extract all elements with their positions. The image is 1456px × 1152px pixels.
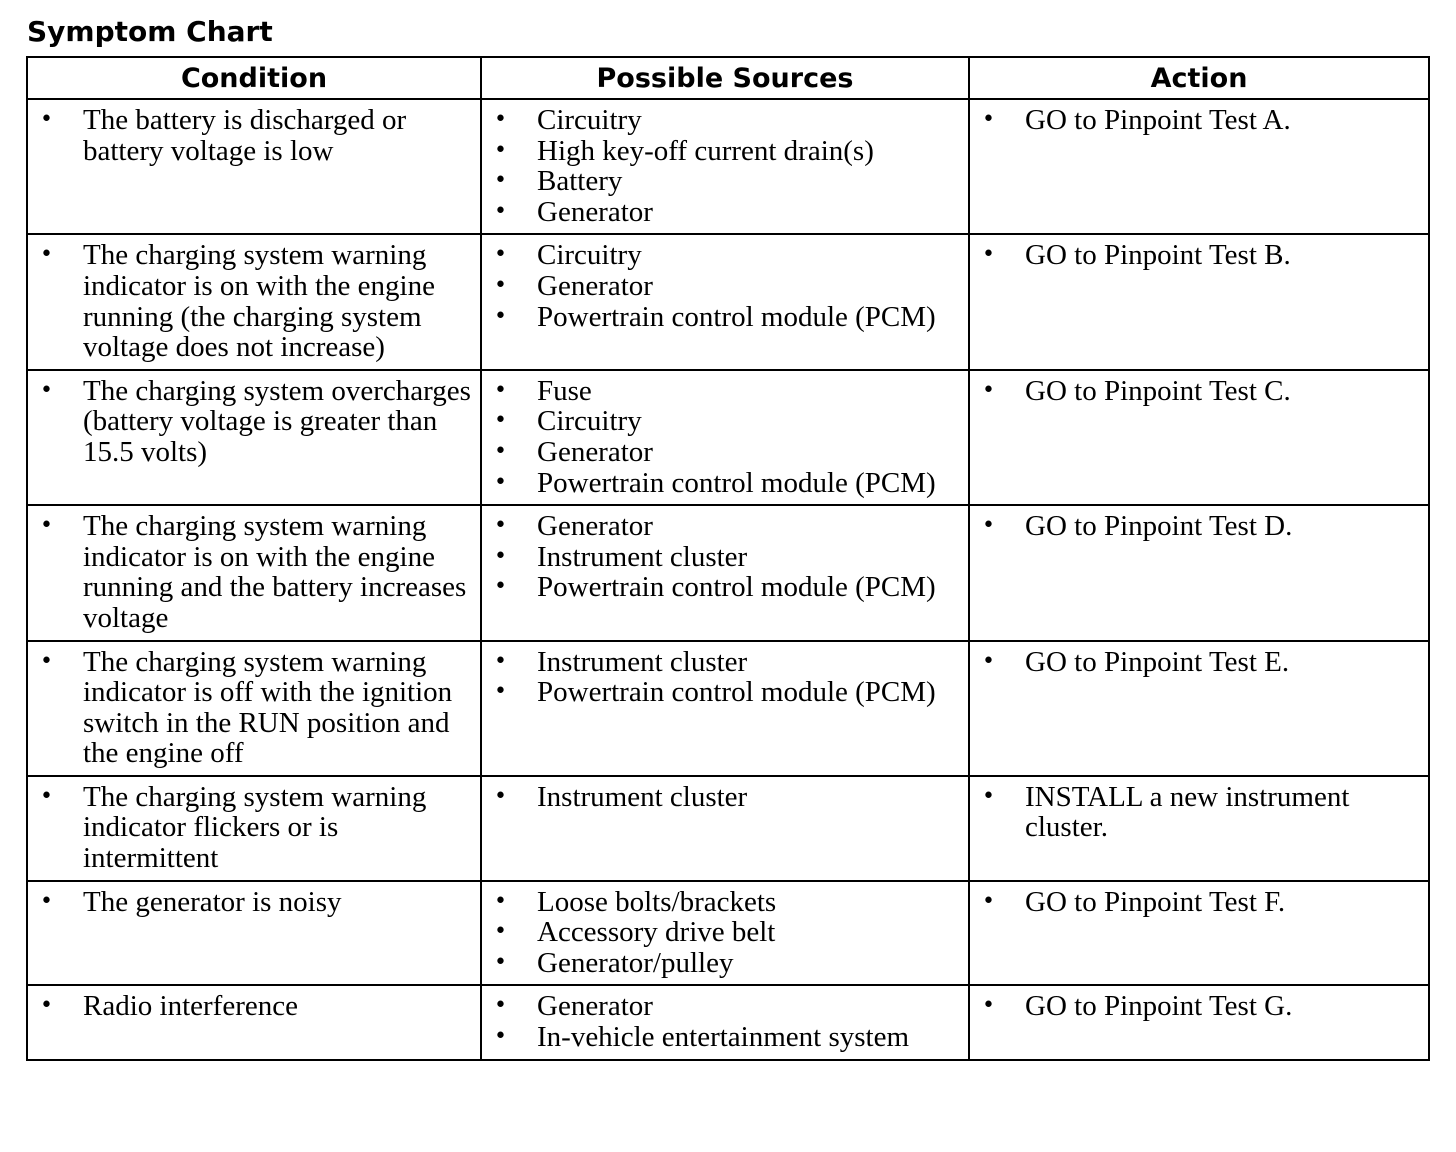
- table-row: [27, 641, 1429, 776]
- condition-text: The battery is discharged or battery voltage is low: [83, 104, 407, 167]
- bullet-icon: •: [40, 993, 53, 1019]
- list-item: [482, 376, 960, 407]
- bullet-icon: •: [494, 168, 507, 194]
- list-item: [970, 647, 1420, 678]
- list-item: [482, 991, 960, 1022]
- source-text: Generator: [537, 435, 653, 468]
- condition-text: The charging system warning indicator is on with the engine running and the battery increases voltage: [83, 510, 467, 634]
- bullet-icon: •: [494, 648, 507, 674]
- bullet-icon: •: [40, 648, 53, 674]
- bullet-icon: •: [494, 107, 507, 132]
- bullet-icon: •: [494, 242, 507, 268]
- condition-cell: [27, 370, 481, 505]
- bullet-icon: •: [494, 198, 507, 224]
- table-row: [27, 234, 1429, 369]
- source-text: Generator: [537, 195, 653, 228]
- source-text: Battery: [537, 165, 623, 198]
- action-cell: [969, 881, 1429, 986]
- action-cell: [969, 370, 1429, 505]
- action-text: GO to Pinpoint Test F.: [1025, 885, 1286, 918]
- list-item: [482, 948, 960, 979]
- condition-cell: [27, 881, 481, 986]
- sources-cell: [481, 234, 969, 369]
- condition-text: Radio interference: [83, 990, 298, 1023]
- list-item: [482, 917, 960, 948]
- list-item: [482, 302, 960, 333]
- list-item: [970, 782, 1420, 843]
- bullet-icon: •: [494, 272, 507, 298]
- table-row: [27, 370, 1429, 505]
- list-item: [482, 197, 960, 228]
- bullet-icon: •: [494, 783, 507, 809]
- source-text: Powertrain control module (PCM): [537, 466, 936, 499]
- list-item: [28, 782, 472, 874]
- source-text: Powertrain control module (PCM): [537, 571, 936, 604]
- list-item: [482, 240, 960, 271]
- bullet-icon: •: [494, 543, 507, 569]
- bullet-icon: •: [494, 888, 507, 914]
- source-text: Accessory drive belt: [537, 916, 776, 949]
- list-item: [28, 511, 472, 633]
- sources-cell: [481, 641, 969, 776]
- bullet-icon: •: [494, 919, 507, 945]
- condition-cell: [27, 776, 481, 881]
- list-item: [28, 887, 472, 918]
- condition-text: The charging system warning indicator is off with the ignition switch in the RUN position and the engine off: [83, 645, 453, 770]
- source-text: Circuitry: [537, 239, 642, 272]
- bullet-icon: •: [40, 377, 53, 403]
- list-item: [482, 572, 960, 603]
- condition-cell: [27, 234, 481, 369]
- source-text: Instrument cluster: [537, 540, 748, 573]
- list-item: [482, 406, 960, 437]
- source-text: Generator: [537, 510, 653, 543]
- source-text: Powertrain control module (PCM): [537, 676, 936, 709]
- list-item: [28, 647, 472, 769]
- list-item: [28, 991, 472, 1022]
- action-text: GO to Pinpoint Test C.: [1025, 374, 1291, 407]
- sources-cell: [481, 776, 969, 881]
- table-row: [27, 776, 1429, 881]
- condition-text: The charging system warning indicator is on with the engine running (the charging system voltage does not increase): [83, 239, 435, 364]
- condition-text: The charging system warning indicator flickers or is intermittent: [83, 780, 427, 875]
- list-item: [970, 887, 1420, 918]
- list-item: [482, 271, 960, 302]
- bullet-icon: •: [494, 679, 507, 705]
- list-item: [970, 105, 1420, 136]
- action-cell: [969, 99, 1429, 234]
- list-item: [28, 240, 472, 362]
- sources-cell: [481, 505, 969, 640]
- source-text: Fuse: [537, 374, 592, 407]
- header-action: Action: [969, 57, 1429, 99]
- action-cell: [969, 985, 1429, 1059]
- list-item: [28, 105, 472, 166]
- action-text: INSTALL a new instrument cluster.: [1025, 780, 1350, 844]
- source-text: In-vehicle entertainment system: [537, 1021, 910, 1054]
- source-text: Powertrain control module (PCM): [537, 300, 936, 333]
- sources-cell: [481, 985, 969, 1059]
- source-text: Instrument cluster: [537, 780, 748, 813]
- sources-cell: [481, 99, 969, 234]
- page-title: Symptom Chart: [27, 15, 273, 48]
- bullet-icon: •: [40, 888, 53, 914]
- header-condition: Condition: [27, 57, 481, 99]
- source-text: Generator: [537, 990, 653, 1023]
- action-cell: [969, 505, 1429, 640]
- list-item: [482, 437, 960, 468]
- list-item: [482, 542, 960, 573]
- bullet-icon: •: [494, 993, 507, 1019]
- bullet-icon: •: [982, 888, 995, 914]
- action-text: GO to Pinpoint Test E.: [1025, 645, 1290, 678]
- list-item: [482, 677, 960, 708]
- source-text: Instrument cluster: [537, 645, 748, 678]
- action-text: GO to Pinpoint Test G.: [1025, 990, 1293, 1023]
- source-text: Generator/pulley: [537, 946, 734, 979]
- action-text: GO to Pinpoint Test A.: [1025, 104, 1291, 136]
- action-text: GO to Pinpoint Test B.: [1025, 239, 1291, 272]
- list-item: [482, 166, 960, 197]
- list-item: [970, 376, 1420, 407]
- list-item: [482, 136, 960, 167]
- condition-text: The generator is noisy: [83, 885, 342, 918]
- bullet-icon: •: [494, 574, 507, 600]
- action-cell: [969, 234, 1429, 369]
- bullet-icon: •: [982, 993, 995, 1019]
- list-item: [482, 782, 960, 813]
- source-text: Generator: [537, 269, 653, 302]
- bullet-icon: •: [982, 513, 995, 539]
- list-item: [482, 1022, 960, 1053]
- table-header-row: [27, 57, 1429, 99]
- list-item: [482, 887, 960, 918]
- bullet-icon: •: [494, 438, 507, 464]
- bullet-icon: •: [494, 949, 507, 975]
- bullet-icon: •: [40, 513, 53, 539]
- bullet-icon: •: [982, 242, 995, 268]
- source-text: Circuitry: [537, 405, 642, 438]
- condition-text: The charging system overcharges (battery voltage is greater than 15.5 volts): [83, 374, 471, 468]
- header-possible-sources: Possible Sources: [481, 57, 969, 99]
- list-item: [482, 105, 960, 136]
- bullet-icon: •: [982, 783, 995, 809]
- bullet-icon: •: [982, 648, 995, 674]
- list-item: [970, 240, 1420, 271]
- bullet-icon: •: [494, 513, 507, 539]
- list-item: [28, 376, 472, 468]
- action-cell: [969, 776, 1429, 881]
- list-item: [482, 511, 960, 542]
- bullet-icon: •: [40, 242, 53, 268]
- condition-cell: [27, 985, 481, 1059]
- table-row: [27, 881, 1429, 986]
- bullet-icon: •: [494, 469, 507, 495]
- condition-cell: [27, 641, 481, 776]
- list-item: [482, 647, 960, 678]
- condition-cell: [27, 99, 481, 234]
- bullet-icon: •: [494, 303, 507, 329]
- table-row: [27, 505, 1429, 640]
- sources-cell: [481, 370, 969, 505]
- list-item: [970, 511, 1420, 542]
- sources-cell: [481, 881, 969, 986]
- bullet-icon: •: [494, 408, 507, 434]
- action-cell: [969, 641, 1429, 776]
- table-row: [27, 985, 1429, 1059]
- bullet-icon: •: [982, 377, 995, 403]
- bullet-icon: •: [40, 107, 53, 132]
- bullet-icon: •: [982, 107, 995, 132]
- action-text: GO to Pinpoint Test D.: [1025, 510, 1293, 543]
- table-row: [27, 99, 1429, 234]
- source-text: Circuitry: [537, 104, 642, 136]
- bullet-icon: •: [494, 1024, 507, 1050]
- condition-cell: [27, 505, 481, 640]
- source-text: High key-off current drain(s): [537, 134, 874, 167]
- list-item: [970, 991, 1420, 1022]
- symptom-chart-table: [26, 56, 1430, 1061]
- list-item: [482, 468, 960, 499]
- bullet-icon: •: [494, 137, 507, 163]
- bullet-icon: •: [494, 377, 507, 403]
- source-text: Loose bolts/brackets: [537, 885, 777, 918]
- bullet-icon: •: [40, 783, 53, 809]
